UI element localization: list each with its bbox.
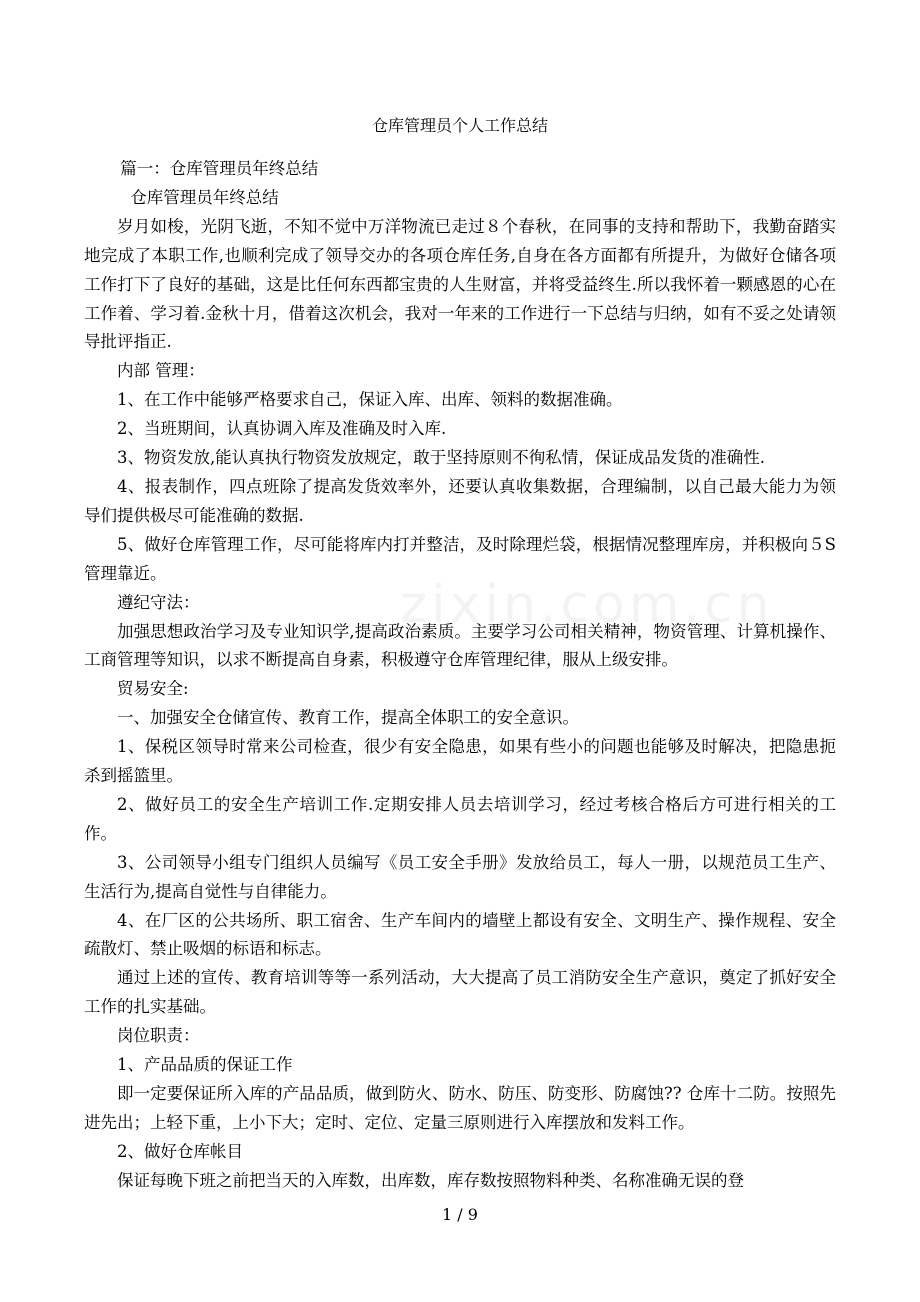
paragraph: 3、公司领导小组专门组织人员编写《员工安全手册》发放给员工，每人一册，以规范员工生产、生活行为,提高自觉性与自律能力。 bbox=[84, 852, 836, 901]
paragraph: 1、保税区领导时常来公司检查，很少有安全隐患，如果有些小的问题也能够及时解决，把隐患扼杀到摇篮里。 bbox=[84, 737, 836, 786]
paragraph: 3、物资发放,能认真执行物资发放规定，敢于坚持原则不徇私情，保证成品发货的准确性. bbox=[117, 448, 765, 468]
paragraph: 一、加强安全仓储宣传、教育工作，提高全体职工的安全意识。 bbox=[117, 708, 579, 728]
document-body bbox=[84, 155, 836, 1196]
paragraph: 2、做好仓库帐目 bbox=[117, 1141, 243, 1161]
page-number: 1 / 9 bbox=[442, 1205, 478, 1224]
paragraph: 岁月如梭，光阴飞逝，不知不觉中万洋物流已走过８个春秋，在同事的支持和帮助下，我勤奋踏实地完成了本职工作,也顺利完成了领导交办的各项仓库任务,自身在各方面都有所提升，为做好仓储各项工作打下了良好的基础，这是比任何东西都宝贵的人生财富，并将受益终生.所以我怀着一颗感恩的心在工作着、学习着.金秋十月，借着这次机会，我对一年来的工作进行一下总结与归纳，如有不妥之处请领导批评指正. bbox=[84, 216, 836, 352]
paragraph: 2、做好员工的安全生产培训工作.定期安排人员去培训学习，经过考核合格后方可进行相关的工作。 bbox=[84, 794, 836, 843]
paragraph: 5、做好仓库管理工作，尽可能将库内打并整洁，及时除理烂袋，根据情况整理库房，并积极向５S管理靠近。 bbox=[84, 534, 836, 583]
paragraph: 1、在工作中能够严格要求自己，保证入库、出库、领料的数据准确。 bbox=[117, 390, 623, 410]
paragraph: 贸易安全: bbox=[117, 679, 189, 699]
paragraph: 加强思想政治学习及专业知识学,提高政治素质。主要学习公司相关精神，物资管理、计算机操作、工商管理等知识，以求不断提高自身素，积极遵守仓库管理纪律，服从上级安排。 bbox=[84, 621, 836, 670]
paragraph: 岗位职责： bbox=[117, 1026, 200, 1046]
paragraph: 2、当班期间，认真协调入库及准确及时入库. bbox=[117, 419, 447, 439]
document-title: 仓库管理员个人工作总结 bbox=[371, 116, 548, 135]
paragraph: 仓库管理员年终总结 bbox=[130, 187, 279, 207]
paragraph: 内部 管理： bbox=[117, 361, 205, 381]
paragraph: 通过上述的宣传、教育培训等等一系列活动，大大提高了员工消防安全生产意识，奠定了抓好安全工作的扎实基础。 bbox=[84, 968, 836, 1017]
paragraph: 篇一：仓库管理员年终总结 bbox=[120, 159, 319, 178]
paragraph: 保证每晚下班之前把当天的入库数，出库数，库存数按照物料种类、名称准确无误的登 bbox=[117, 1170, 744, 1190]
paragraph: 遵纪守法： bbox=[117, 592, 200, 612]
paragraph: 4、报表制作，四点班除了提高发货效率外，还要认真收集数据，合理编制，以自己最大能力为领导们提供极尽可能准确的数据. bbox=[84, 476, 836, 525]
paragraph: 即一定要保证所入库的产品品质，做到防火、防水、防压、防变形、防腐蚀?? 仓库十二防。按照先进先出；上轻下重，上小下大；定时、定位、定量三原则进行入库摆放和发料工作。 bbox=[84, 1084, 836, 1132]
paragraph: 4、在厂区的公共场所、职工宿舍、生产车间内的墙壁上都设有安全、文明生产、操作规程、安全疏散灯、禁止吸烟的标语和标志。 bbox=[84, 910, 836, 959]
paragraph: 1、产品品质的保证工作 bbox=[117, 1055, 293, 1075]
